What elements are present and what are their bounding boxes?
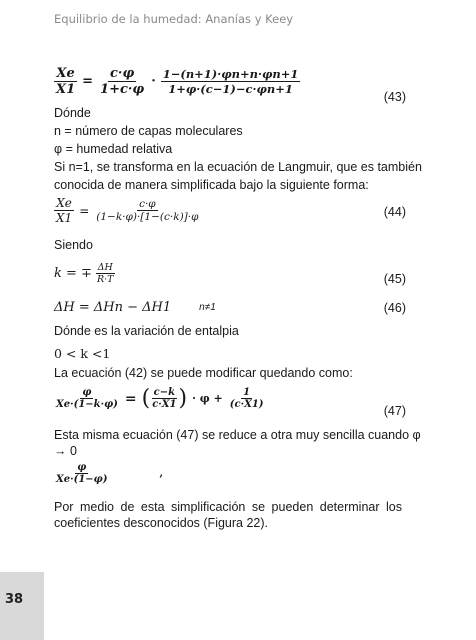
eq43-lhs-den: X1 — [56, 82, 76, 97]
reduce-line-2: → 0 — [54, 444, 77, 458]
eq47-lhs-num: φ — [82, 387, 92, 398]
donde-variacion-text: Dónde es la variación de entalpia — [54, 324, 239, 338]
equation-43: $\frac{Xe}{X1}$ = $\frac{c\cdot\varphi}{1+c\cdot\varphi}$ · $\frac{1-(n+1)\cdot\varphi n+n\cdot\varphi n+1}{1+\varphi\cdot(c-1)-c\cdot\varphi n+1}$ — [56, 66, 299, 97]
eq44-rhs-den: (1−k·φ)·[1−(c·k)]·φ — [96, 211, 199, 223]
eq43-f1-den: 1+c·φ — [100, 82, 145, 97]
eq43-lhs-num: Xe — [56, 66, 75, 81]
eq43-f2-den: 1+φ·(c−1)−c·φn+1 — [168, 82, 293, 96]
def-n-text: n = número de capas moleculares — [54, 124, 243, 138]
eq43-dot: · — [151, 74, 156, 89]
final-line-2: coeficientes desconocidos (Figura 22). — [54, 516, 269, 530]
eq48-num: φ — [77, 462, 87, 473]
eq47-paren-den: c·X1 — [152, 399, 177, 410]
donde-text: Dónde — [54, 106, 91, 120]
si-line-1: Si n=1, se transforma en la ecuación de Langmuir, que es también — [54, 160, 422, 174]
ecuacion42-text: La ecuación (42) se puede modificar quedando como: — [54, 366, 353, 380]
eq43-label: (43) — [383, 90, 406, 104]
eq44-lhs-num: Xe — [56, 196, 72, 210]
equation-44: $\frac{Xe}{X1}$ = $\frac{c\cdot\varphi}{(1-k\cdot\varphi)\cdot[1-(c\cdot k)]\cdot\varphi}$ — [56, 196, 199, 225]
eq45-label: (45) — [383, 272, 406, 286]
eq44-lhs-den: X1 — [56, 211, 73, 225]
eq46-label: (46) — [383, 301, 406, 315]
eq47-paren-num: c−k — [153, 387, 176, 398]
final-line-1: Por medio de esta simplificación se pueden determinar los — [54, 500, 402, 514]
eq47-r-den: (c·X1) — [229, 399, 264, 410]
equation-46 — [54, 300, 216, 315]
eq47-label: (47) — [383, 404, 406, 418]
siendo-text: Siendo — [54, 238, 93, 252]
def-phi-text: φ = humedad relativa — [54, 142, 173, 156]
eq44-rhs-num: c·φ — [139, 198, 156, 210]
running-header: Equilibrio de la humedad: Ananías y Keey — [54, 12, 294, 26]
reduce-line-1: Esta misma ecuación (47) se reduce a otra muy sencilla cuando φ — [54, 428, 421, 442]
eq45-lhs: k = ∓ — [54, 266, 92, 281]
page-number: 38 — [5, 592, 24, 607]
eq43-f1-num: c·φ — [110, 66, 135, 81]
si-line-2: conocida de manera simplificada bajo la siguiente forma: — [54, 178, 369, 192]
eq45-den: R·T — [96, 274, 114, 285]
eq46-expr: ΔH = ΔHn − ΔH1 — [54, 300, 172, 315]
eq48-comma: , — [159, 468, 163, 479]
eq45-num: ΔH — [97, 262, 113, 273]
equation-48 — [54, 462, 163, 485]
eq43-f2-num: 1−(n+1)·φn+n·φn+1 — [162, 67, 299, 81]
eq48-den: Xe·(1−φ) — [56, 474, 108, 485]
equation-47: $\frac{\varphi}{Xe\cdot(1-k\cdot\varphi)}$ = ( $\frac{c-k}{c\cdot X1}$ ) · φ + $\frac{1}{(c\cdot X1)}$ — [56, 386, 264, 411]
eq46-condition: n≠1 — [199, 302, 216, 313]
range-text: 0 < k <1 — [54, 346, 111, 361]
eq47-r-num: 1 — [243, 387, 251, 398]
eq47-lhs-den: Xe·(1−k·φ) — [56, 399, 118, 410]
equation-45 — [54, 262, 115, 285]
eq47-mid: · φ + — [192, 392, 223, 405]
eq44-label: (44) — [383, 205, 406, 219]
